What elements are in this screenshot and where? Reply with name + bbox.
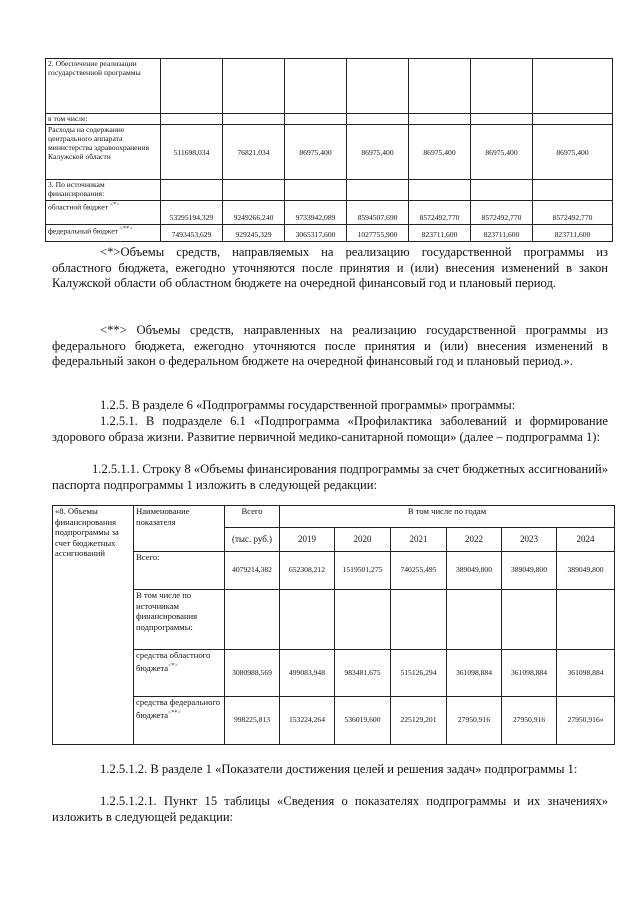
- row-label: в том числе:: [46, 114, 161, 125]
- cell: 389049,800: [447, 552, 502, 590]
- cell: 27950,916: [447, 697, 502, 745]
- row-label: Всего:: [134, 552, 225, 590]
- cell: 9249266,240: [223, 201, 285, 225]
- col-header-year: 2019: [280, 528, 335, 552]
- cell: [161, 180, 223, 201]
- financing-table-1: [45, 58, 613, 242]
- table-row: [46, 201, 613, 225]
- cell: [447, 590, 502, 650]
- cell: [502, 590, 557, 650]
- row-label: 3. По источникам финансирования:: [46, 180, 161, 201]
- col-header-total-unit: (тыс. руб.): [225, 528, 280, 552]
- cell: 4079214,382: [225, 552, 280, 590]
- cell: [223, 59, 285, 114]
- cell: [409, 180, 471, 201]
- subsection-paragraph: 1.2.5.1. В подразделе 6.1 «Подпрограмма «Профилактика заболеваний и формирование здорового образа жизни. Развитие первичной медико-санитарной помощи» (далее – подпрограмма 1):: [52, 414, 608, 444]
- section-paragraph: 1.2.5. В разделе 6 «Подпрограммы государственной программы» программы:: [100, 398, 516, 412]
- table-row: [46, 180, 613, 201]
- row-label-text: федеральный бюджет: [48, 226, 118, 236]
- cell: 76821,034: [223, 125, 285, 180]
- cell: [285, 59, 347, 114]
- section-paragraph-2: 1.2.5.1.2. В разделе 1 «Показатели достижения целей и решения задач» подпрограммы 1:: [100, 762, 578, 776]
- row-label: 2. Обеспечение реализации государственной программы: [46, 59, 161, 114]
- cell: 536019,600: [335, 697, 391, 745]
- cell: [223, 180, 285, 201]
- cell: 3080988,569: [225, 650, 280, 697]
- col-header-name: Наименование показателя: [134, 506, 225, 552]
- cell: [335, 590, 391, 650]
- cell: [225, 590, 280, 650]
- cell: 929245,329: [223, 225, 285, 242]
- table-row: [53, 650, 615, 697]
- cell: 823711,600: [533, 225, 613, 242]
- table-row: [53, 590, 615, 650]
- cell: 225129,201: [391, 697, 447, 745]
- table-row: [46, 114, 613, 125]
- cell: [557, 590, 615, 650]
- cell: 86975,400: [471, 125, 533, 180]
- cell: [409, 59, 471, 114]
- row-label: [46, 225, 161, 242]
- cell: 7493453,629: [161, 225, 223, 242]
- table-row: [46, 125, 613, 180]
- cell: 740255,495: [391, 552, 447, 590]
- col-header-year: 2021: [391, 528, 447, 552]
- footnote-paragraph-1: <*>Объемы средств, направляемых на реализацию государственной программы из областного бюджета, ежегодно уточняются после принятия и (или) внесения изменений в закон Калужской области об областном бюджете на очередной финансовый год и плановый период.: [52, 245, 608, 291]
- cell: 8594507,690: [347, 201, 409, 225]
- col-header-year: 2020: [335, 528, 391, 552]
- row-label: Расходы на содержание центрального аппарата министерства здравоохранения Калужской области: [46, 125, 161, 180]
- cell: 652308,212: [280, 552, 335, 590]
- row-label: [134, 697, 225, 745]
- footnote-mark: <**>: [168, 709, 181, 716]
- col-header-year: 2022: [447, 528, 502, 552]
- instruction-paragraph: 1.2.5.1.1. Строку 8 «Объемы финансирования подпрограммы за счет бюджетных ассигнований» паспорта подпрограммы 1 изложить в следующей редакции:: [52, 462, 608, 492]
- col-header-year: 2023: [502, 528, 557, 552]
- section-paragraph-3: 1.2.5.1.2.1. Пункт 15 таблицы «Сведения о показателях подпрограммы и их значениях» изложить в следующей редакции:: [52, 794, 608, 824]
- cell: 515126,294: [391, 650, 447, 697]
- row-title: «8. Объемы финансирования подпрограммы за счет бюджетных ассигнований: [53, 506, 134, 745]
- cell: 511698,034: [161, 125, 223, 180]
- row-label-text: областной бюджет: [48, 202, 108, 212]
- table-row: [53, 697, 615, 745]
- footnote-mark: <**>: [119, 226, 133, 232]
- row-label: В том числе по источникам финансирования подпрограммы:: [134, 590, 225, 650]
- cell: [347, 114, 409, 125]
- cell: [409, 114, 471, 125]
- cell: [285, 180, 347, 201]
- table-row: [46, 225, 613, 242]
- cell: 998225,813: [225, 697, 280, 745]
- cell: [391, 590, 447, 650]
- cell: 389049,800: [502, 552, 557, 590]
- col-header-total: Всего: [225, 506, 280, 528]
- cell: [471, 180, 533, 201]
- cell: 8572492,770: [471, 201, 533, 225]
- cell: [161, 59, 223, 114]
- cell: 53295194,329: [161, 201, 223, 225]
- cell: 983481,675: [335, 650, 391, 697]
- cell: 9733942,089: [285, 201, 347, 225]
- cell: 86975,400: [533, 125, 613, 180]
- cell: 389049,800: [557, 552, 615, 590]
- cell: 8572492,770: [409, 201, 471, 225]
- table-header-row: [53, 506, 615, 528]
- cell: 86975,400: [409, 125, 471, 180]
- cell: 27950,916»: [557, 697, 615, 745]
- cell: 8572492,770: [533, 201, 613, 225]
- cell: [533, 180, 613, 201]
- cell: [347, 180, 409, 201]
- cell: 1519501,275: [335, 552, 391, 590]
- cell: 823711,600: [409, 225, 471, 242]
- financing-table-2: [52, 505, 615, 745]
- row-label: [134, 650, 225, 697]
- cell: [533, 114, 613, 125]
- footnote-mark: <*>: [109, 202, 120, 208]
- cell: 823711,600: [471, 225, 533, 242]
- cell: 86975,400: [285, 125, 347, 180]
- cell: 153224,264: [280, 697, 335, 745]
- cell: 1027755,900: [347, 225, 409, 242]
- cell: 86975,400: [347, 125, 409, 180]
- cell: 361098,884: [502, 650, 557, 697]
- col-header-years: В том числе по годам: [280, 506, 615, 528]
- cell: [285, 114, 347, 125]
- footnote-mark: <*>: [168, 662, 178, 669]
- footnote-paragraph-2: <**> Объемы средств, направленных на реализацию государственной программы из федерального бюджета, ежегодно уточняются после принятия и (или) внесения изменений в федеральный закон о федеральном бюджете на очередной финансовый год и плановый период.».: [52, 323, 608, 369]
- cell: [223, 114, 285, 125]
- cell: 499083,948: [280, 650, 335, 697]
- table-row: [53, 552, 615, 590]
- cell: [347, 59, 409, 114]
- cell: [471, 114, 533, 125]
- cell: [471, 59, 533, 114]
- cell: [533, 59, 613, 114]
- table-row: [46, 59, 613, 114]
- row-label-text: средства федерального бюджета: [136, 697, 221, 720]
- row-label: [46, 201, 161, 225]
- cell: 361098,884: [557, 650, 615, 697]
- col-header-year: 2024: [557, 528, 615, 552]
- cell: 361098,884: [447, 650, 502, 697]
- cell: 3065317,600: [285, 225, 347, 242]
- row-label-text: средства областного бюджета: [136, 650, 211, 673]
- cell: [161, 114, 223, 125]
- cell: [280, 590, 335, 650]
- cell: 27950,916: [502, 697, 557, 745]
